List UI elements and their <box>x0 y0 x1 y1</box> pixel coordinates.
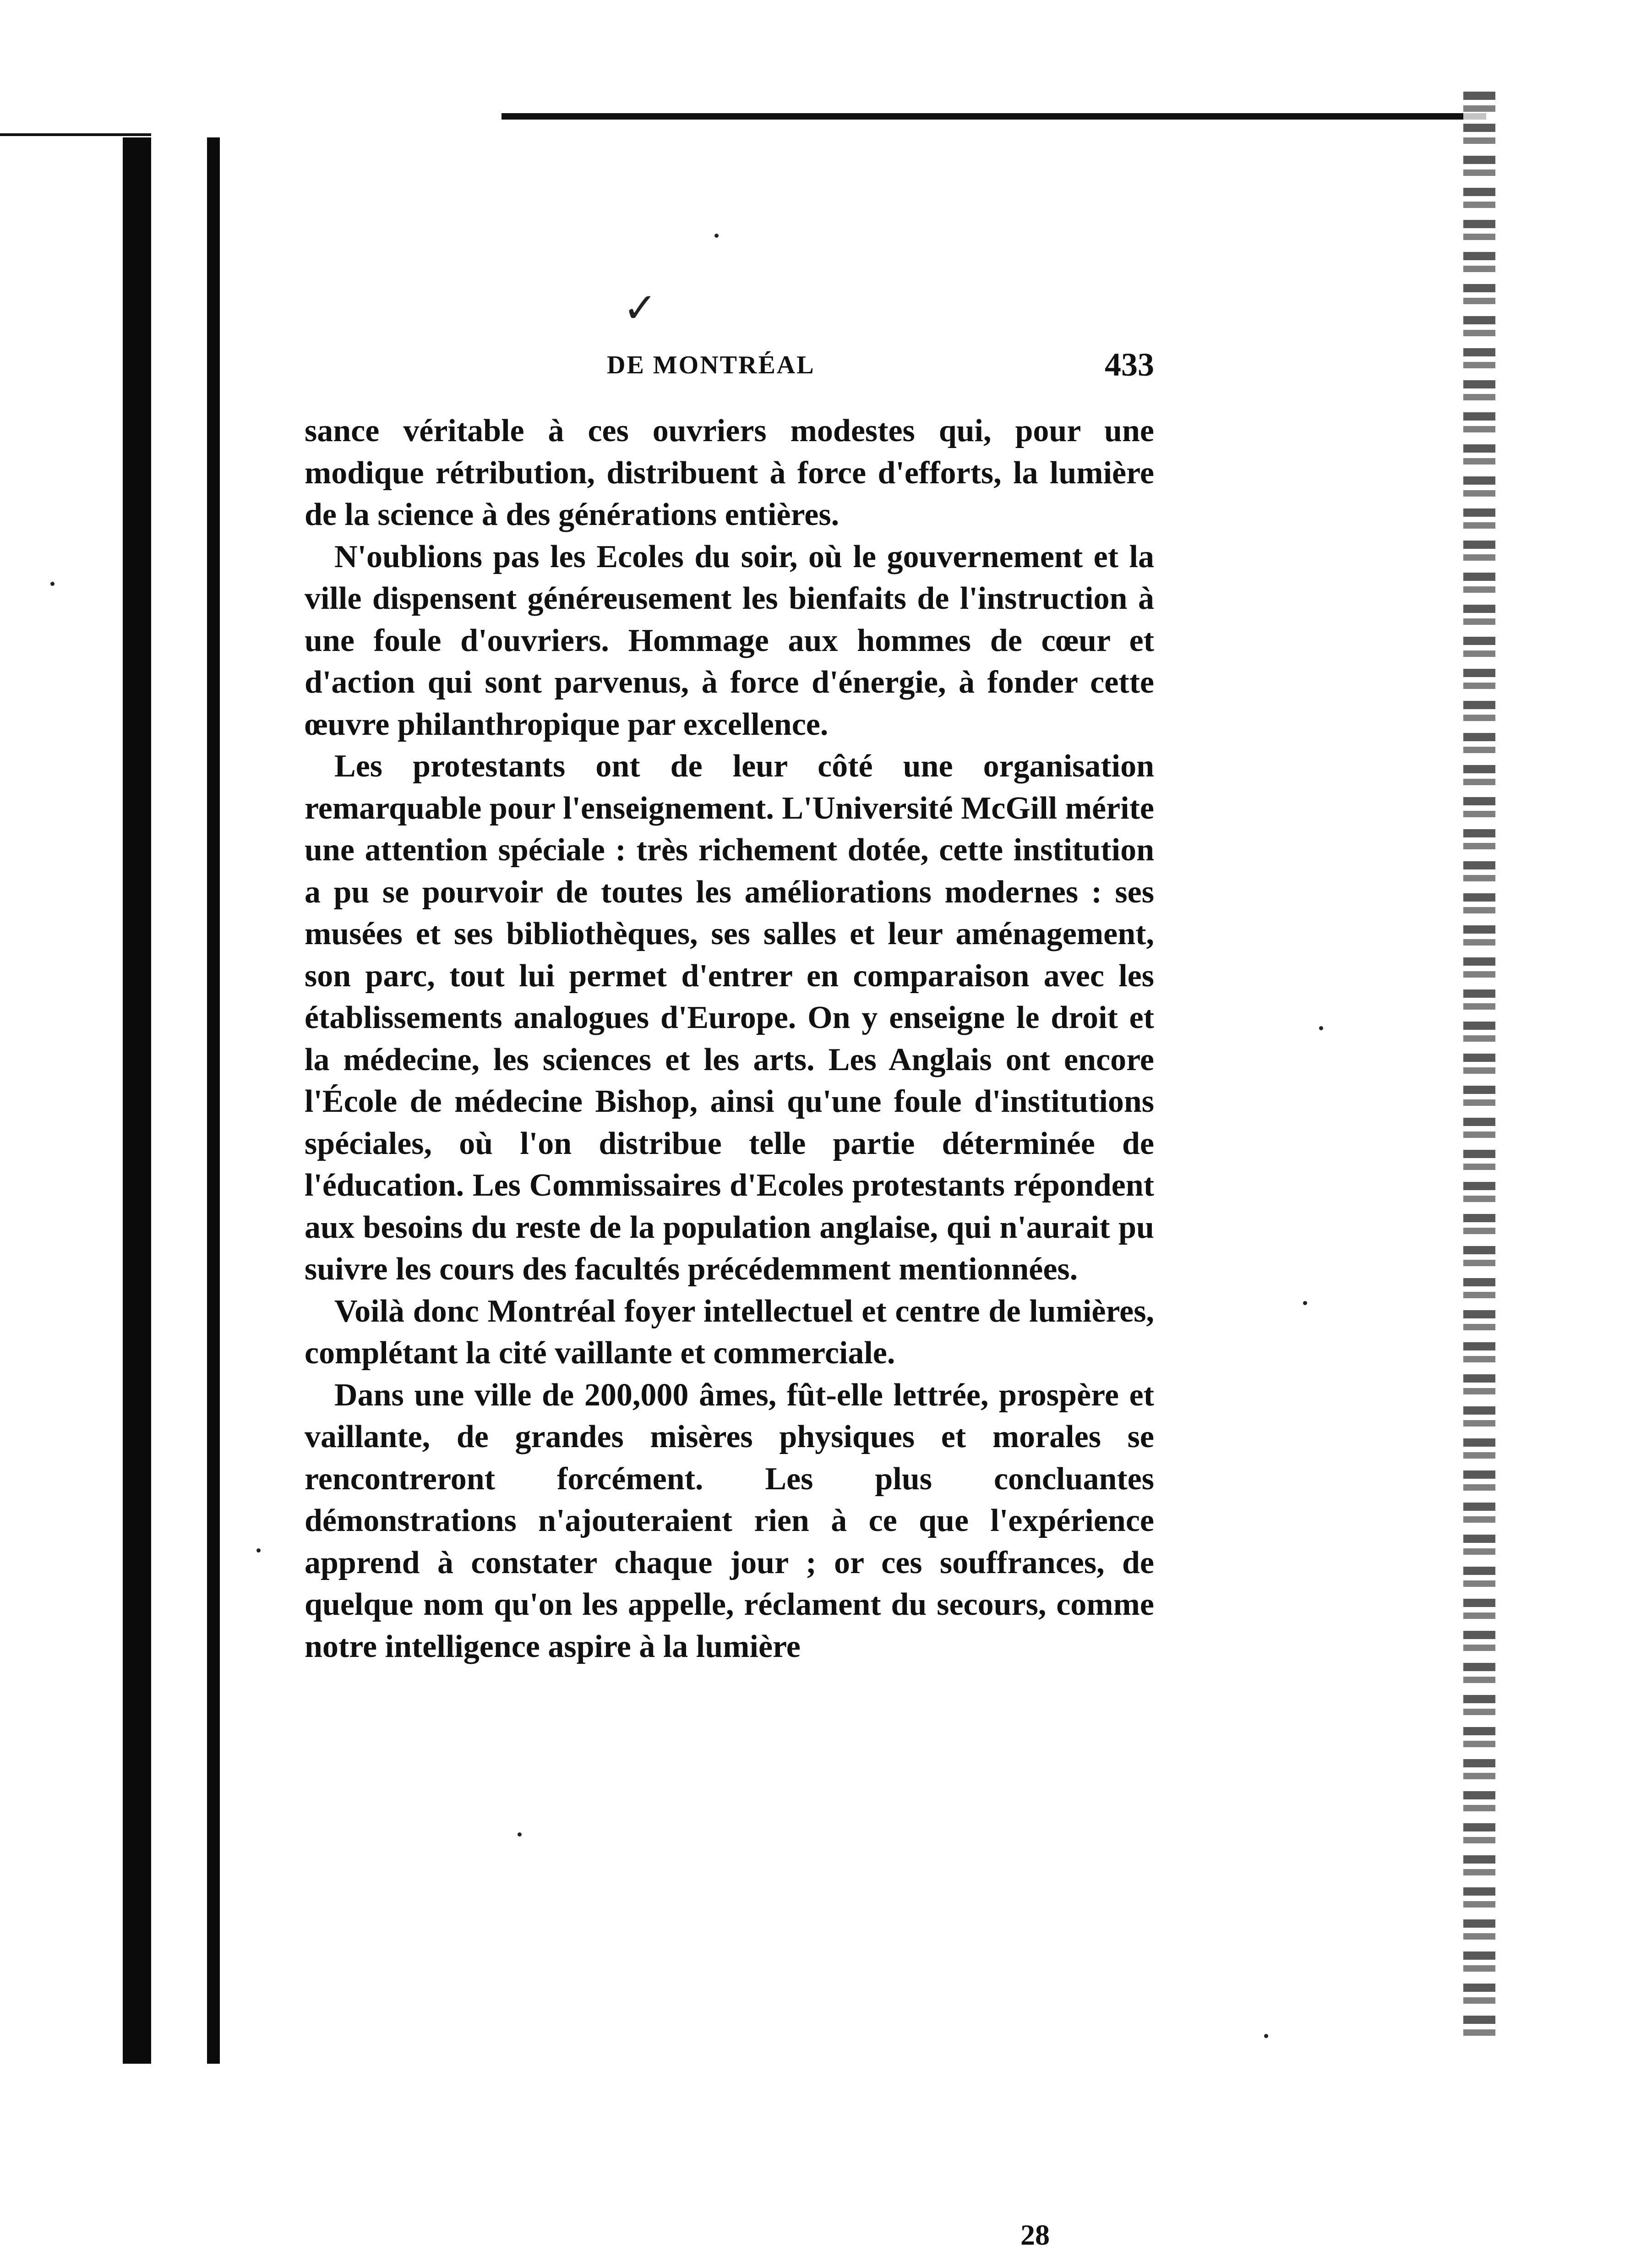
scan-binding-shadow <box>123 137 151 2064</box>
paragraph: Dans une ville de 200,000 âmes, fût-elle lettrée, prospère et vaillante, de grandes misères physiques et morales se rencontreront forcément. Les plus concluantes démonstrations n'ajouteraient rien à ce que l'expérience apprend à constater chaque jour ; or ces souffrances, de quelque nom qu'on les appelle, réclament du secours, comme notre intelligence aspire à la lumière <box>305 1377 1154 1664</box>
paragraph: Voilà donc Montréal foyer intellectuel et centre de lumières, complétant la cité vaillante et commerciale. <box>305 1293 1154 1371</box>
running-head: DE MONTRÉAL <box>607 351 815 379</box>
page-number: 433 <box>1105 346 1154 383</box>
paragraph: sance véritable à ces ouvriers modestes qui, pour une modique rétribution, distribuent à force d'efforts, la lumière de la science à des générations entières. <box>305 413 1154 532</box>
scan-speck <box>256 1548 261 1552</box>
pencil-check-mark: ✓ <box>623 286 658 331</box>
printer-signature-mark: 28 <box>1020 2219 1050 2251</box>
scan-speck <box>1303 1301 1307 1305</box>
paragraph: Les protestants ont de leur côté une organisation remarquable pour l'enseignement. L'Université McGill mérite une attention spéciale : très richement dotée, cette institution a pu se pourvoir de toutes les améliorations modernes : ses musées et ses bibliothèques, ses salles et leur aménagement, son parc, tout lui permet d'entrer en comparaison avec les établissements analogues d'Europe. On y enseigne le droit et la médecine, les sciences et les arts. Les Anglais ont encore l'École de médecine Bishop, ainsi qu'une foule d'institutions spéciales, où l'on distribue telle partie déterminée de l'éducation. Les Commissaires d'Ecoles protestants répondent aux besoins du reste de la population anglaise, qui n'aurait pu suivre les cours des facultés précédemment mentionnées. <box>305 749 1154 1287</box>
body-text <box>305 410 1154 1667</box>
scan-right-edge-noise <box>1463 92 1495 2043</box>
scan-speck <box>50 582 55 586</box>
scan-left-rule <box>0 133 151 136</box>
scan-speck <box>518 1832 522 1837</box>
scan-speck <box>1264 2034 1268 2038</box>
scan-speck <box>714 234 719 238</box>
scan-binding-shadow-inner <box>207 137 220 2064</box>
scan-top-rule <box>502 113 1486 120</box>
paragraph: N'oublions pas les Ecoles du soir, où le gouvernement et la ville dispensent généreusement les bienfaits de l'instruction à une foule d'ouvriers. Hommage aux hommes de cœur et d'action qui sont parvenus, à force d'énergie, à fonder cette œuvre philanthropique par excellence. <box>305 539 1154 742</box>
scan-speck <box>1319 1026 1323 1030</box>
page-header <box>305 346 1154 392</box>
